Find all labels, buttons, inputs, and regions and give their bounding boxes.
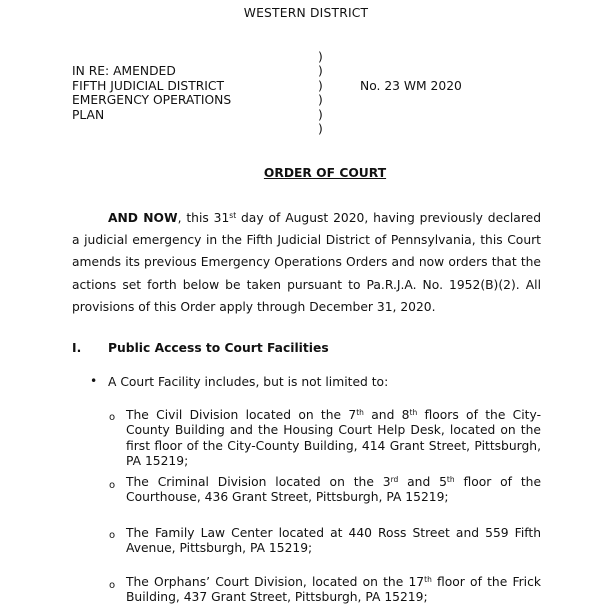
circle-bullet-icon: o bbox=[109, 412, 116, 423]
caption-line: PLAN bbox=[72, 108, 105, 122]
item-text: The Civil Division located on the 7 bbox=[126, 408, 357, 422]
caption-paren: ) bbox=[318, 79, 323, 93]
item-text: The Orphans’ Court Division, located on the 17 bbox=[126, 575, 425, 589]
ordinal-suffix: th bbox=[424, 575, 432, 584]
item-text: The Criminal Division located on the 3 bbox=[126, 475, 391, 489]
ordinal-suffix: rd bbox=[390, 475, 399, 484]
caption-line: FIFTH JUDICIAL DISTRICT bbox=[72, 79, 225, 93]
ordinal-suffix: th bbox=[356, 408, 364, 417]
bullet-text: A Court Facility includes, but is not limited to: bbox=[108, 375, 389, 389]
ordinal-suffix: th bbox=[446, 475, 455, 484]
circle-bullet-icon: o bbox=[109, 580, 116, 591]
list-item bbox=[126, 526, 541, 557]
caption-line: IN RE: AMENDED bbox=[72, 64, 176, 78]
item-text: floor of the Frick Building, 437 Grant Street, Pittsburgh, PA 15219; bbox=[126, 575, 541, 605]
ordinal-suffix: th bbox=[409, 408, 418, 417]
intro-text: day of August 2020, having previously declared a judicial emergency in the Fifth Judicial District of Pennsylvania, this Court amends its previous Emergency Operations Orders and now orders that the actions set forth below be taken pursuant to Pa.R.J.A. No. 1952(B)(2). All provisions of this Order apply through December 31, 2020. bbox=[72, 211, 542, 314]
list-item bbox=[126, 408, 541, 470]
list-item bbox=[126, 475, 541, 506]
order-title: ORDER OF COURT bbox=[263, 166, 387, 180]
item-text: The Family Law Center located at 440 Ross Street and 559 Fifth Avenue, Pittsburgh, PA 15219; bbox=[126, 526, 541, 556]
item-text: floors of the City-County Building and the Housing Court Help Desk, located on the first floor of the City-County Building, 414 Grant Street, Pittsburgh, PA 15219; bbox=[126, 408, 542, 469]
ordinal-suffix: st bbox=[229, 211, 237, 220]
item-text: and 5 bbox=[398, 475, 447, 489]
item-text: and 8 bbox=[363, 408, 410, 422]
list-item bbox=[126, 575, 541, 606]
item-text: floor of the Courthouse, 436 Grant Street, Pittsburgh, PA 15219; bbox=[126, 475, 542, 505]
caption-paren: ) bbox=[318, 64, 323, 78]
district-heading: WESTERN DISTRICT bbox=[243, 6, 369, 20]
intro-lead: AND NOW bbox=[108, 211, 178, 225]
caption-paren: ) bbox=[318, 108, 323, 122]
intro-text: , this 31 bbox=[177, 211, 230, 225]
section-number: I. bbox=[72, 341, 82, 355]
caption-paren: ) bbox=[318, 93, 323, 107]
caption-paren: ) bbox=[318, 50, 323, 64]
intro-paragraph bbox=[72, 207, 541, 318]
section-title: Public Access to Court Facilities bbox=[108, 341, 329, 355]
caption-paren: ) bbox=[318, 122, 323, 136]
bullet-icon: • bbox=[90, 374, 98, 388]
docket-number: No. 23 WM 2020 bbox=[360, 79, 462, 93]
circle-bullet-icon: o bbox=[109, 530, 116, 541]
caption-line: EMERGENCY OPERATIONS bbox=[72, 93, 232, 107]
circle-bullet-icon: o bbox=[109, 480, 116, 491]
